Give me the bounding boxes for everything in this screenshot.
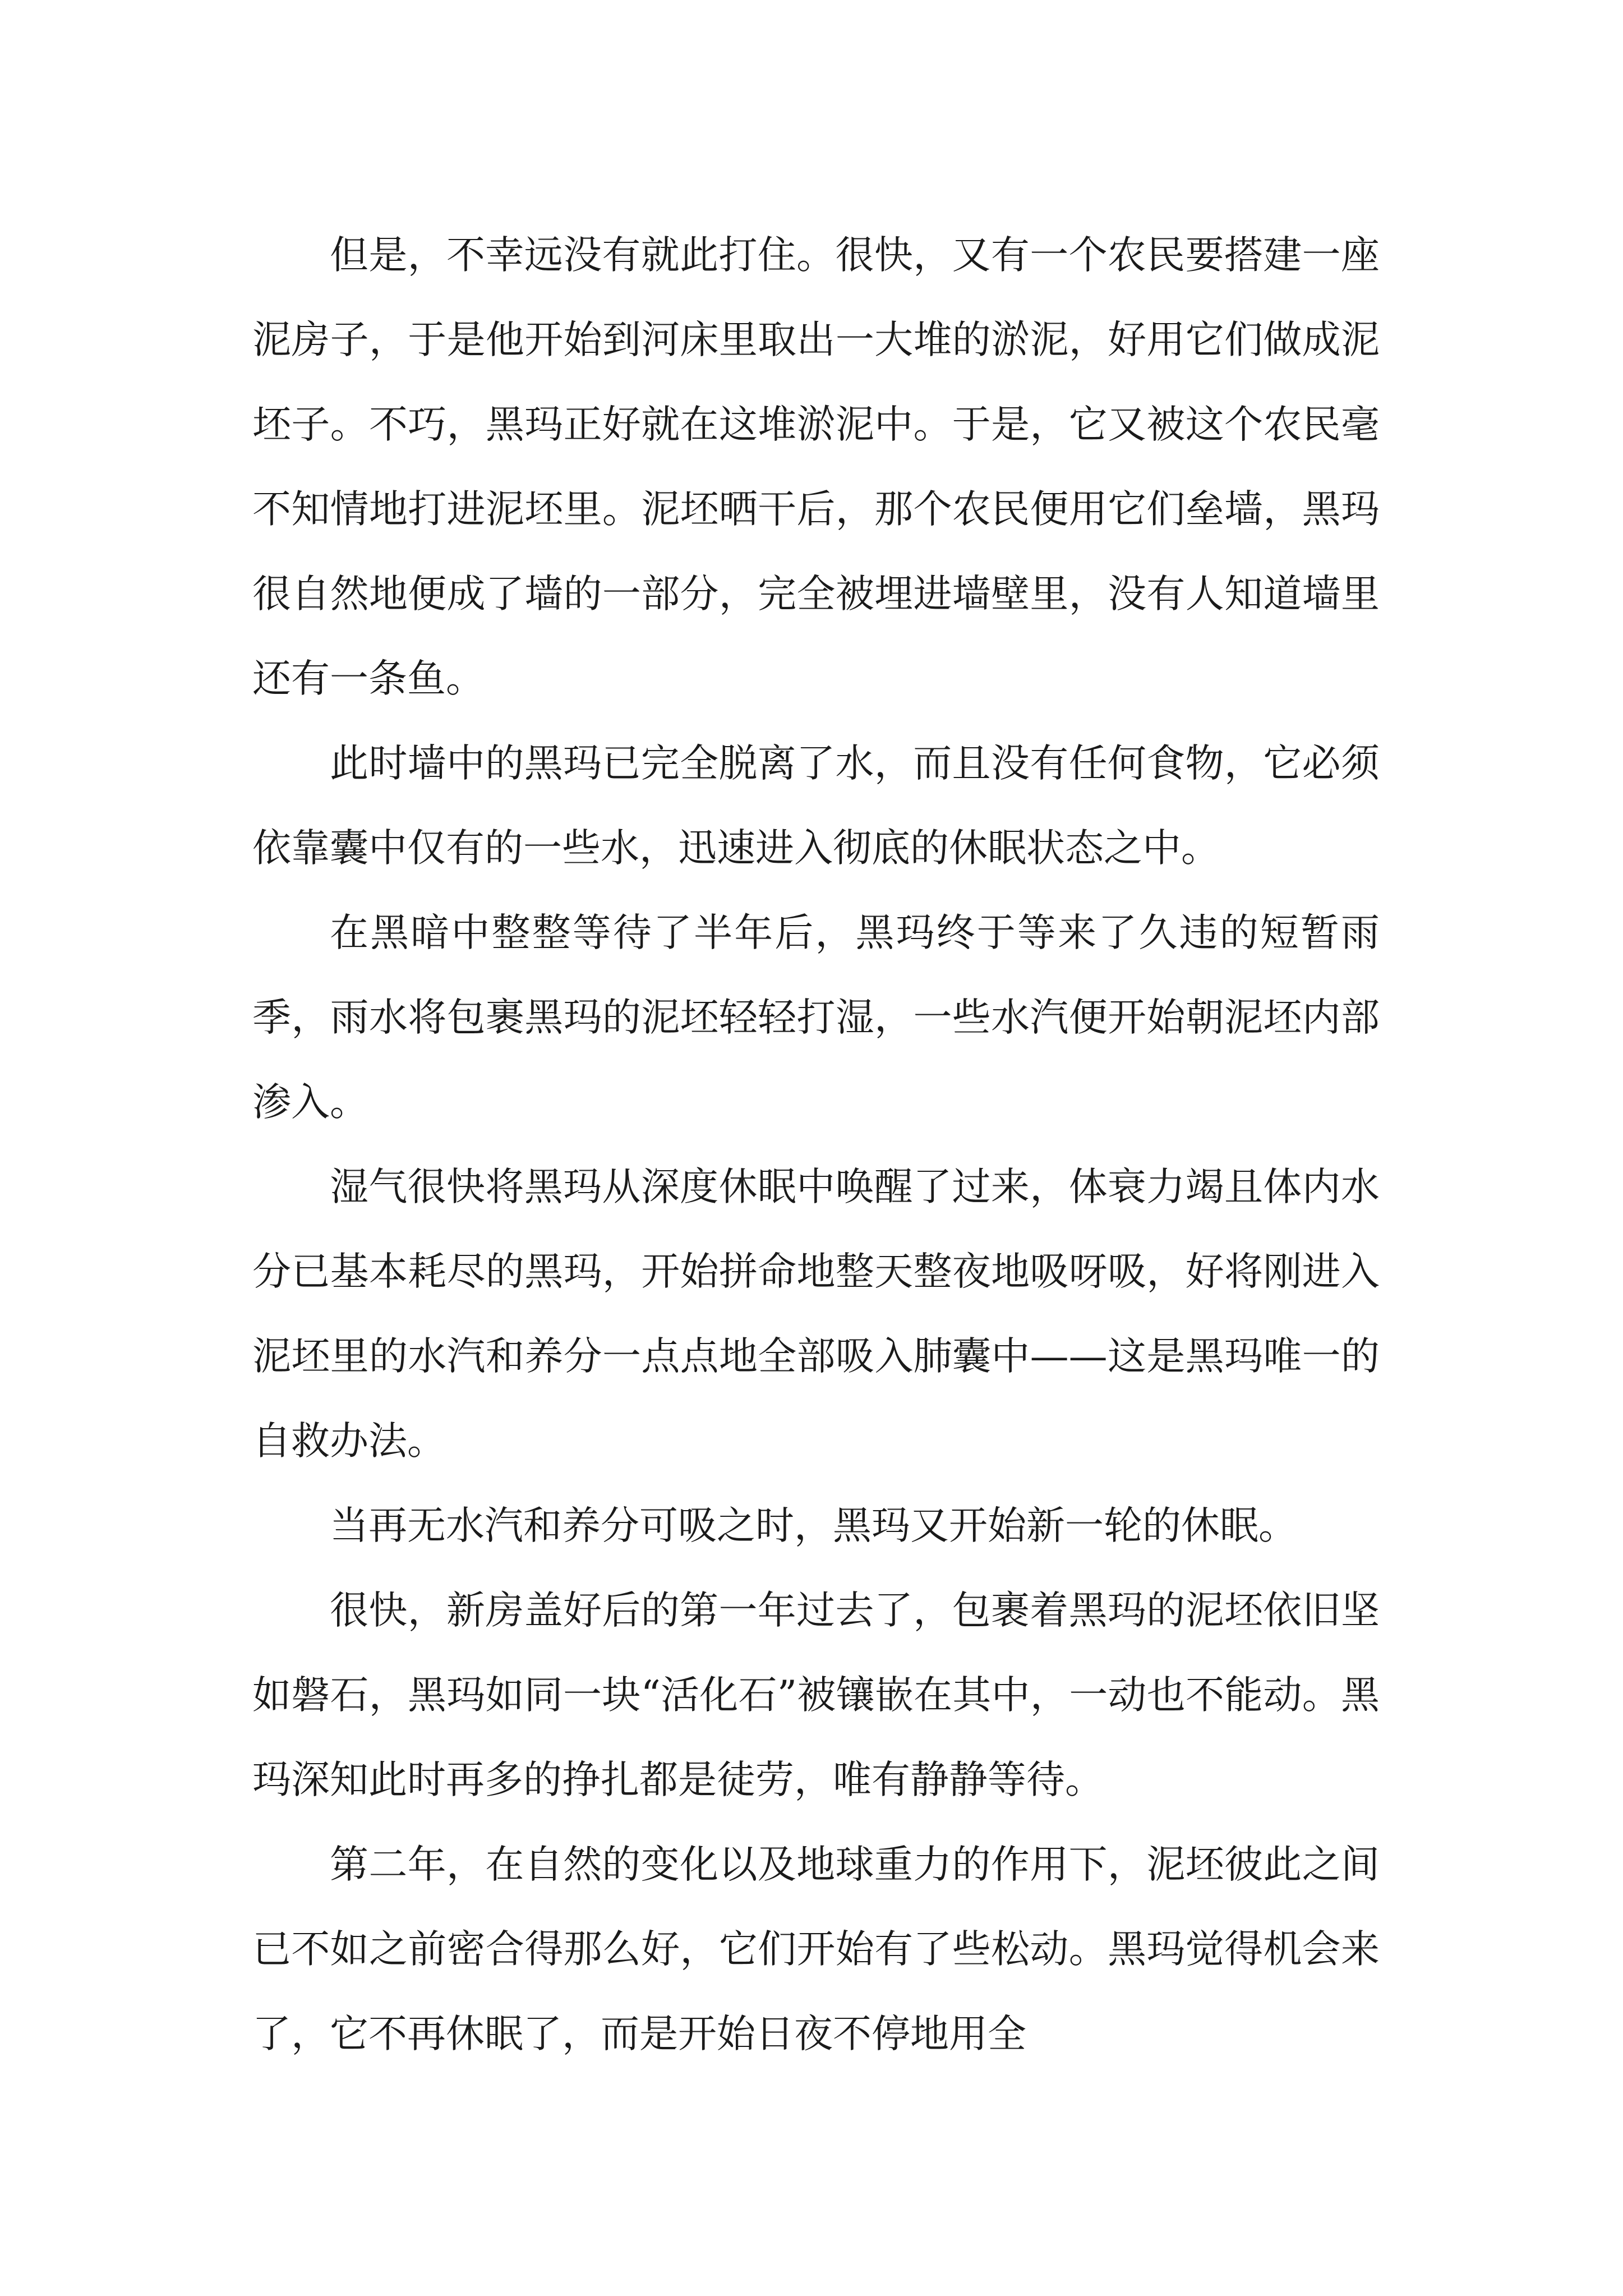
paragraph: 湿气很快将黑玛从深度休眠中唤醒了过来，体衰力竭且体内水分已基本耗尽的黑玛，开始拼命地整天整夜地吸呀吸，好将刚进入泥坯里的水汽和养分一点点地全部吸入肺囊中——这是黑玛唯一的自救办法。	[252, 1165, 1380, 1464]
paragraph: 在黑暗中整整等待了半年后，黑玛终于等来了久违的短暂雨季，雨水将包裹黑玛的泥坯轻轻打湿，一些水汽便开始朝泥坯内部渗入。	[252, 910, 1380, 1125]
paragraph: 第二年，在自然的变化以及地球重力的作用下，泥坯彼此之间已不如之前密合得那么好，它们开始有了些松动。黑玛觉得机会来了，它不再休眠了，而是开始日夜不停地用全	[252, 1842, 1380, 2056]
paragraph: 但是，不幸远没有就此打住。很快，又有一个农民要搭建一座泥房子，于是他开始到河床里取出一大堆的淤泥，好用它们做成泥坯子。不巧，黑玛正好就在这堆淤泥中。于是，它又被这个农民毫不知情地打进泥坯里。泥坯晒干后，那个农民便用它们垒墙，黑玛很自然地便成了墙的一部分，完全被埋进墙壁里，没有人知道墙里还有一条鱼。	[252, 233, 1380, 701]
paragraph: 很快，新房盖好后的第一年过去了，包裹着黑玛的泥坯依旧坚如磐石，黑玛如同一块“活化石”被镶嵌在其中，一动也不能动。黑玛深知此时再多的挣扎都是徒劳，唯有静静等待。	[252, 1588, 1380, 1802]
paragraph: 此时墙中的黑玛已完全脱离了水，而且没有任何食物，它必须依靠囊中仅有的一些水，迅速进入彻底的休眠状态之中。	[252, 741, 1380, 871]
paragraph: 当再无水汽和养分可吸之时，黑玛又开始新一轮的休眠。	[330, 1503, 1297, 1548]
document-body	[252, 213, 1380, 2077]
